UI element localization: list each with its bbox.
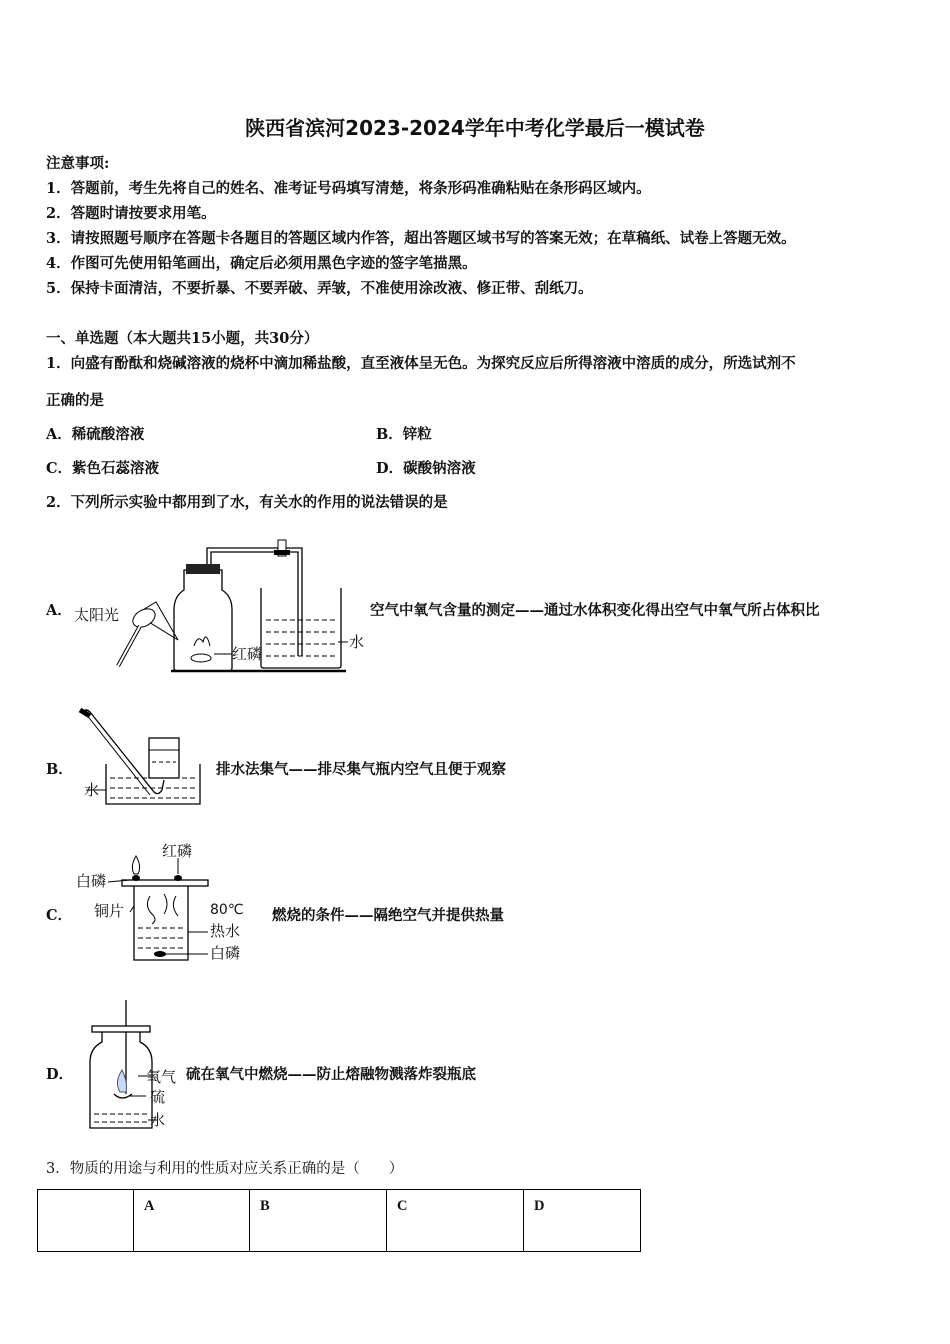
q1-option-c: C．紫色石蕊溶液 (46, 460, 160, 477)
notice-item: 1．答题前，考生先将自己的姓名、准考证号码填写清楚，将条形码准确粘贴在条形码区域内。 (46, 180, 651, 197)
table-row (38, 1190, 641, 1252)
notice-item: 2．答题时请按要求用笔。 (46, 205, 216, 222)
section-heading: 一、单选题（本大题共15小题，共30分） (46, 330, 319, 347)
q2-option-d-text: 硫在氧气中燃烧——防止熔融物溅落炸裂瓶底 (186, 1066, 476, 1083)
q2-stem: 2．下列所示实验中都用到了水，有关水的作用的说法错误的是 (46, 494, 448, 511)
label-white-p-bottom: 白磷 (210, 944, 241, 962)
notice-item: 3．请按照题号顺序在答题卡各题目的答题区域内作答，超出答题区域书写的答案无效；在草稿纸、试卷上答题无效。 (46, 230, 796, 247)
label-oxygen: 氧气 (146, 1068, 177, 1086)
q2-option-b-text: 排水法集气——排尽集气瓶内空气且便于观察 (216, 761, 506, 778)
table-header-cell: D (524, 1190, 641, 1252)
q1-stem-cont: 正确的是 (46, 392, 104, 409)
apparatus-b-diagram (72, 700, 212, 812)
page-title: 陕西省滨河2023-2024学年中考化学最后一模试卷 (245, 116, 705, 140)
label-copper: 铜片 (94, 902, 125, 920)
label-sulfur: 硫 (150, 1088, 166, 1106)
q1-stem: 1．向盛有酚酞和烧碱溶液的烧杯中滴加稀盐酸，直至液体呈无色。为探究反应后所得溶液中溶质的成分，所选试剂不 (46, 355, 796, 372)
label-hot-water: 热水 (210, 922, 241, 940)
q1-option-a: A．稀硫酸溶液 (46, 426, 145, 443)
label-red-phosphorus: 红磷 (232, 645, 263, 663)
table-header-cell (38, 1190, 134, 1252)
q2-option-a-letter: A． (46, 602, 72, 619)
q2-option-a-text: 空气中氧气含量的测定——通过水体积变化得出空气中氧气所占体积比 (370, 602, 820, 619)
table-header-cell: B (250, 1190, 387, 1252)
label-red-p-c: 红磷 (162, 842, 193, 860)
label-sunlight: 太阳光 (74, 606, 120, 624)
label-white-p-top: 白磷 (76, 872, 107, 890)
q3-table (37, 1189, 641, 1252)
q3-stem: 3．物质的用途与利用的性质对应关系正确的是（ ） (46, 1161, 404, 1177)
label-water-d: 水 (150, 1111, 166, 1129)
apparatus-c-diagram (72, 836, 262, 966)
q2-option-c-letter: C． (46, 907, 73, 924)
q1-option-b: B．锌粒 (376, 426, 432, 443)
label-water-b: 水 (84, 781, 100, 799)
apparatus-a-diagram (66, 530, 376, 680)
notice-item: 5．保持卡面清洁，不要折暴、不要弄破、弄皱，不准使用涂改液、修正带、刮纸刀。 (46, 280, 593, 297)
label-water: 水 (349, 633, 365, 651)
label-temperature: 80℃ (210, 902, 244, 918)
q2-option-c-text: 燃烧的条件——隔绝空气并提供热量 (272, 907, 504, 924)
q1-option-d: D．碳酸钠溶液 (376, 460, 476, 477)
q2-option-b-letter: B． (46, 761, 73, 778)
notice-item: 4．作图可先使用铅笔画出，确定后必须用黑色字迹的签字笔描黑。 (46, 255, 477, 272)
notice-heading: 注意事项: (46, 155, 110, 172)
q2-option-d-letter: D． (46, 1066, 74, 1083)
table-header-cell: A (134, 1190, 250, 1252)
apparatus-d-diagram (80, 996, 190, 1136)
table-header-cell: C (387, 1190, 524, 1252)
